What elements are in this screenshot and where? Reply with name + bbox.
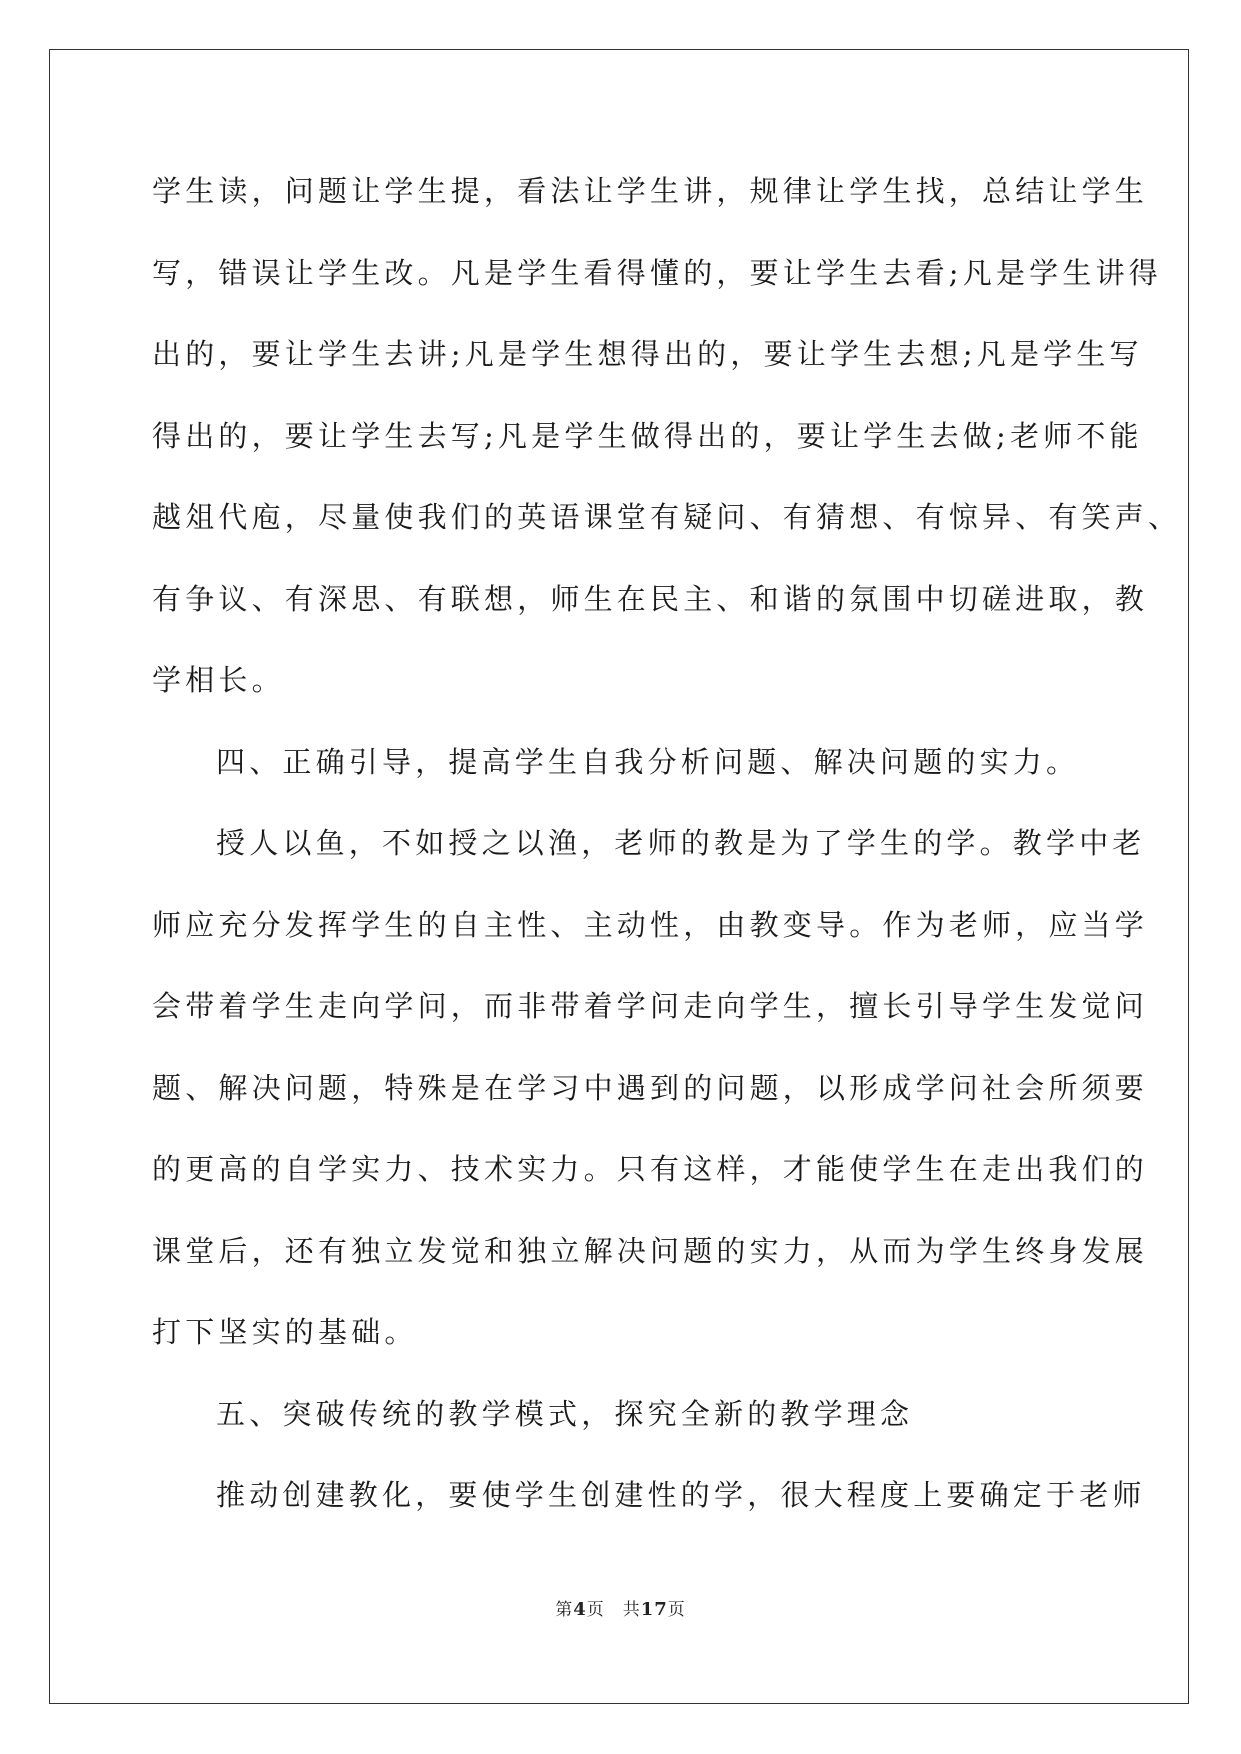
text-line: 越俎代庖，尽量使我们的英语课堂有疑问、有猜想、有惊异、有笑声、 [152, 500, 1182, 534]
paragraph-first-line: 推动创建教化，要使学生创建性的学，很大程度上要确定于老师 [216, 1478, 1146, 1512]
text-line: 会带着学生走向学问，而非带着学问走向学生，擅长引导学生发觉问 [152, 989, 1149, 1023]
text-line: 学生读，问题让学生提，看法让学生讲，规律让学生找，总结让学生 [152, 174, 1149, 208]
section-heading-four: 四、正确引导，提高学生自我分析问题、解决问题的实力。 [216, 744, 1080, 779]
text-line: 写，错误让学生改。凡是学生看得懂的，要让学生去看;凡是学生讲得 [152, 255, 1162, 290]
text-line: 的更高的自学实力、技术实力。只有这样，才能使学生在走出我们的 [152, 1152, 1149, 1186]
text-line: 有争议、有深思、有联想，师生在民主、和谐的氛围中切磋进取，教 [152, 581, 1149, 616]
body-text [152, 164, 1182, 1550]
text-line: 得出的，要让学生去写;凡是学生做得出的，要让学生去做;老师不能 [152, 418, 1143, 453]
text-line: 师应充分发挥学生的自主性、主动性，由教变导。作为老师，应当学 [152, 907, 1149, 942]
footer-prefix: 第 [555, 1600, 574, 1620]
text-line: 课堂后，还有独立发觉和独立解决问题的实力，从而为学生终身发展 [152, 1233, 1149, 1268]
current-page-number: 4 [573, 1599, 587, 1620]
paragraph-first-line: 授人以鱼，不如授之以渔，老师的教是为了学生的学。教学中老 [216, 826, 1146, 860]
total-page-number: 17 [640, 1599, 668, 1620]
section-heading-five: 五、突破传统的教学模式，探究全新的教学理念 [216, 1396, 914, 1431]
footer-page-unit: 页 [586, 1600, 605, 1620]
footer-total-unit: 页 [667, 1600, 686, 1620]
text-line: 学相长。 [152, 663, 285, 697]
text-line: 打下坚实的基础。 [152, 1315, 418, 1349]
page-footer [0, 1595, 1241, 1620]
footer-total-prefix: 共 [622, 1600, 641, 1620]
text-line: 出的，要让学生去讲;凡是学生想得出的，要让学生去想;凡是学生写 [152, 337, 1143, 371]
text-line: 题、解决问题，特殊是在学习中遇到的问题，以形成学问社会所须要 [152, 1070, 1149, 1105]
